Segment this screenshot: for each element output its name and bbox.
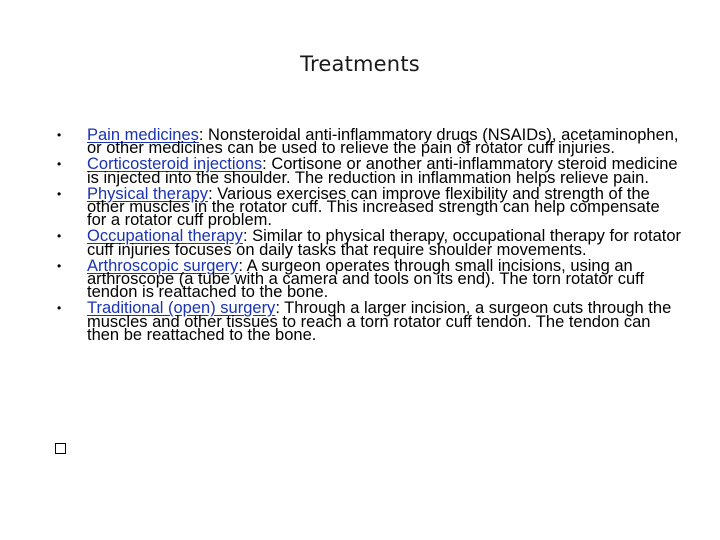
term-link-pain-medicines[interactable]: Pain medicines — [87, 126, 199, 144]
bullet-marker: • — [57, 301, 62, 316]
slide-title: Treatments — [300, 52, 420, 76]
empty-bullet-marker-icon — [55, 443, 66, 454]
bullet-description: : Similar to physical therapy, occupational therapy for rotator cuff injuries focuses on daily tasks that require shoulder movements. — [87, 227, 682, 259]
bullet-text — [87, 300, 683, 342]
bullet-item-corticosteroid-injections — [0, 155, 720, 187]
bullet-marker: • — [57, 258, 62, 273]
bullet-item-physical-therapy — [0, 186, 720, 228]
bullet-marker: • — [57, 157, 62, 172]
bullet-text — [87, 126, 683, 158]
term-link-arthroscopic-surgery[interactable]: Arthroscopic surgery — [87, 256, 239, 275]
bullet-item-occupational-therapy — [0, 227, 720, 259]
bullet-item-pain-medicines — [0, 126, 720, 158]
bullet-text — [87, 227, 683, 259]
bullet-item-traditional-open-surgery — [0, 300, 720, 342]
bullet-marker: • — [57, 128, 62, 142]
bullet-marker: • — [57, 229, 62, 244]
bullet-marker: • — [57, 186, 62, 201]
bullet-text — [87, 186, 683, 228]
term-link-corticosteroid-injections[interactable]: Corticosteroid injections — [87, 155, 263, 174]
bullet-list — [0, 127, 720, 343]
term-link-traditional-open-surgery[interactable]: Traditional (open) surgery — [87, 299, 276, 318]
bullet-description: : Through a larger incision, a surgeon cuts through the muscles and other tissues to reach a torn rotator cuff tendon. The tendon can then be reattached to the bone. — [87, 299, 672, 344]
bullet-description: : Nonsteroidal anti-inflammatory drugs (NSAIDs), acetaminophen, or other medicines can be used to relieve the pain of rotator cuff injuries. — [87, 126, 679, 158]
bullet-description: : Cortisone or another anti-inflammatory steroid medicine is injected into the shoulder. The reduction in inflammation helps relieve pain. — [87, 155, 678, 187]
bullet-description: : A surgeon operates through small incisions, using an arthroscope (a tube with a camera and tools on its end). The torn rotator cuff tendon is reattached to the bone. — [87, 256, 645, 302]
bullet-item-arthroscopic-surgery — [0, 258, 720, 300]
bullet-text — [87, 155, 683, 187]
bullet-description: : Various exercises can improve flexibility and strength of the other muscles in the rotator cuff. This increased strength can help compensate for a rotator cuff problem. — [87, 184, 660, 230]
term-link-physical-therapy[interactable]: Physical therapy — [87, 184, 209, 203]
term-link-occupational-therapy[interactable]: Occupational therapy — [87, 227, 243, 246]
bullet-text — [87, 258, 683, 300]
